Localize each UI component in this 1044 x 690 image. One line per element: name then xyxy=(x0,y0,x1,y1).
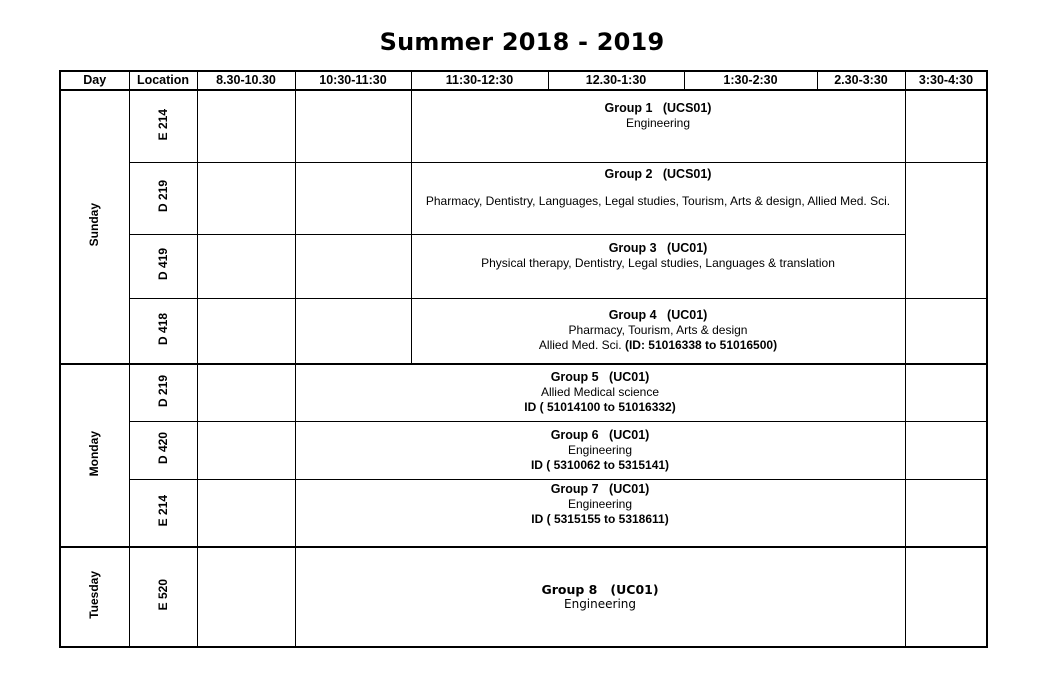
group-ids: ID ( 5310062 to 5315141) xyxy=(530,457,670,472)
group-cell xyxy=(295,421,905,479)
group-ids: Allied Med. Sci. (ID: 51016338 to 51016500) xyxy=(538,338,778,353)
group-name: Group 4 (UC01) xyxy=(608,308,708,323)
header-row xyxy=(60,71,987,90)
empty-cell xyxy=(295,90,411,162)
table-row xyxy=(60,421,987,479)
header-slot: 12.30-1:30 xyxy=(548,71,684,90)
group-cell xyxy=(411,298,905,364)
group-desc: Physical therapy, Dentistry, Legal studies, Languages & translation xyxy=(481,255,835,270)
table-row xyxy=(60,298,987,364)
empty-cell xyxy=(197,162,295,234)
table-row xyxy=(60,479,987,547)
group-name: Group 3 (UC01) xyxy=(608,240,708,255)
location-cell: D 420 xyxy=(129,421,197,479)
group-ids: ID ( 51014100 to 51016332) xyxy=(524,400,676,415)
table-row xyxy=(60,547,987,647)
table-row xyxy=(60,234,987,298)
location-cell: D 419 xyxy=(129,234,197,298)
group-desc: Engineering xyxy=(567,442,633,457)
group-cell xyxy=(295,364,905,421)
day-label: Monday xyxy=(87,430,102,477)
group-cell xyxy=(411,162,905,234)
empty-cell xyxy=(197,547,295,647)
group-name: Group 5 (UC01) xyxy=(550,370,650,385)
empty-cell xyxy=(197,298,295,364)
group-cell xyxy=(295,547,905,647)
group-name: Group 8 (UC01) xyxy=(541,582,659,597)
group-desc: Pharmacy, Dentistry, Languages, Legal studies, Tourism, Arts & design, Allied Med. Sci. xyxy=(425,193,891,208)
location-cell: E 214 xyxy=(129,90,197,162)
empty-cell xyxy=(905,479,987,547)
empty-cell xyxy=(197,479,295,547)
group-ids: ID ( 5315155 to 5318611) xyxy=(531,511,669,526)
empty-cell xyxy=(905,298,987,364)
empty-cell xyxy=(905,364,987,421)
day-label: Sunday xyxy=(87,203,102,247)
group-cell xyxy=(411,234,905,298)
empty-cell xyxy=(905,547,987,647)
day-cell-monday xyxy=(60,364,129,547)
table-row xyxy=(60,90,987,162)
empty-cell xyxy=(197,90,295,162)
empty-cell xyxy=(295,234,411,298)
empty-cell xyxy=(905,162,987,298)
group-name: Group 6 (UC01) xyxy=(550,427,650,442)
header-slot: 3:30-4:30 xyxy=(905,71,987,90)
empty-cell xyxy=(295,298,411,364)
empty-cell xyxy=(197,364,295,421)
table-row xyxy=(60,162,987,234)
location-cell: E 214 xyxy=(129,479,197,547)
schedule-table xyxy=(59,70,988,648)
header-slot: 10:30-11:30 xyxy=(295,71,411,90)
header-location: Location xyxy=(129,71,197,90)
group-desc: Pharmacy, Tourism, Arts & design xyxy=(568,323,748,338)
location-cell: E 520 xyxy=(129,547,197,647)
location-cell: D 219 xyxy=(129,364,197,421)
empty-cell xyxy=(905,90,987,162)
group-desc: Allied Medical science xyxy=(540,385,660,400)
empty-cell xyxy=(295,162,411,234)
group-desc: Engineering xyxy=(567,496,633,511)
empty-cell xyxy=(197,234,295,298)
group-desc: Engineering xyxy=(625,116,691,130)
empty-cell xyxy=(905,421,987,479)
day-cell-sunday xyxy=(60,90,129,364)
location-cell: D 418 xyxy=(129,298,197,364)
header-slot: 8.30-10.30 xyxy=(197,71,295,90)
page-title: Summer 2018 - 2019 xyxy=(379,28,665,56)
header-slot: 2.30-3:30 xyxy=(817,71,905,90)
group-desc: Engineering xyxy=(564,597,636,611)
group-cell xyxy=(295,479,905,547)
day-label: Tuesday xyxy=(87,571,102,619)
table-row xyxy=(60,364,987,421)
header-day: Day xyxy=(60,71,129,90)
group-name: Group 1 (UCS01) xyxy=(604,101,712,115)
group-name: Group 2 (UCS01) xyxy=(604,166,712,181)
empty-cell xyxy=(197,421,295,479)
day-cell-tuesday xyxy=(60,547,129,647)
location-cell: D 219 xyxy=(129,162,197,234)
header-slot: 11:30-12:30 xyxy=(411,71,548,90)
group-cell xyxy=(411,90,905,162)
group-name: Group 7 (UC01) xyxy=(550,481,650,496)
header-slot: 1:30-2:30 xyxy=(684,71,817,90)
